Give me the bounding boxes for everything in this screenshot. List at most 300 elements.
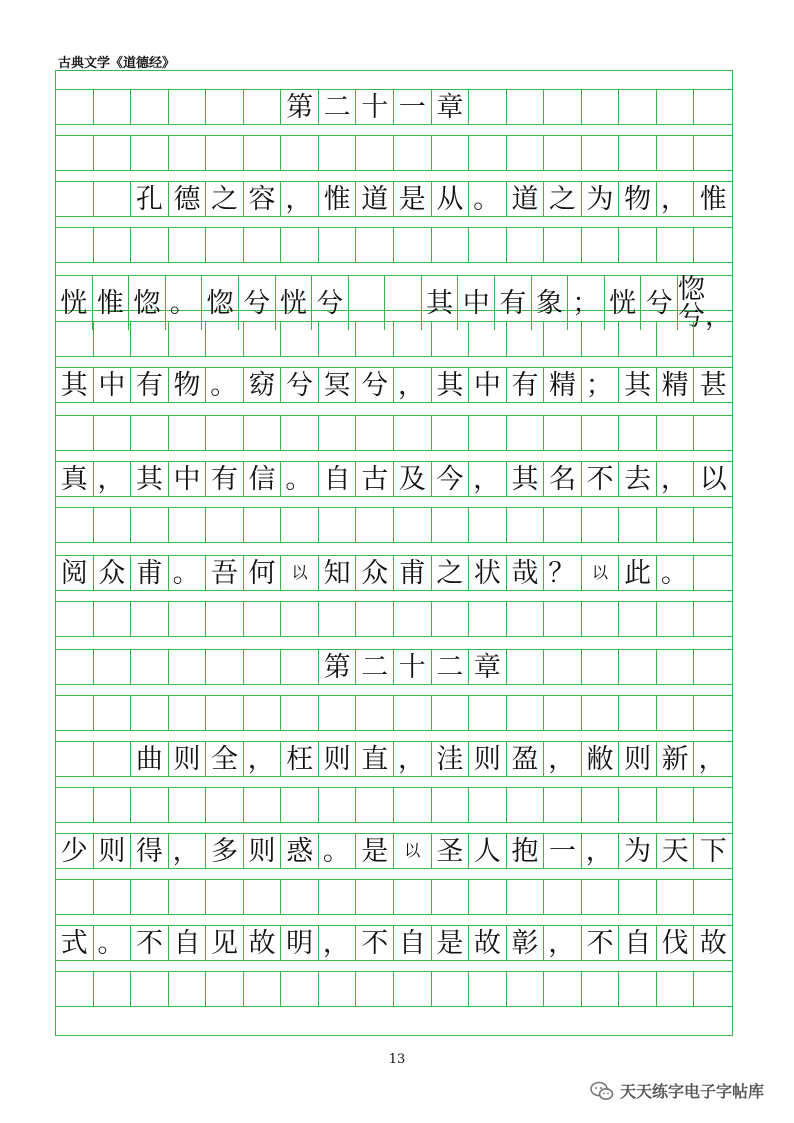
grid-cell: 彰 (507, 926, 545, 960)
grid-cell (281, 228, 319, 262)
grid-cell (356, 416, 394, 450)
grid-cell (281, 602, 319, 636)
grid-cell (56, 742, 94, 776)
grid-cell (131, 508, 169, 542)
grid-cell: 其 (432, 368, 470, 402)
grid-cell (56, 228, 94, 262)
grid-cell (281, 972, 319, 1006)
grid-cell (582, 508, 620, 542)
grid-cell (244, 788, 282, 822)
grid-cell (469, 136, 507, 170)
writing-row (56, 367, 732, 403)
grid-cell (131, 416, 169, 450)
grid-cell: 冥 (319, 368, 357, 402)
grid-cell (507, 788, 545, 822)
grid-cell (619, 322, 657, 356)
grid-cell (544, 696, 582, 730)
grid-cell (244, 972, 282, 1006)
grid-cell (131, 136, 169, 170)
grid-cell (169, 90, 207, 124)
grid-cell (56, 602, 94, 636)
grid-cell (694, 322, 732, 356)
grid-cell (507, 602, 545, 636)
grid-cell (206, 136, 244, 170)
grid-cell (694, 136, 732, 170)
grid-cell: 新 (657, 742, 695, 776)
grid-cell (56, 136, 94, 170)
writing-row (56, 649, 732, 685)
grid-cell (169, 696, 207, 730)
grid-cell (169, 602, 207, 636)
grid-cell: 物 (619, 182, 657, 216)
grid-cell (281, 788, 319, 822)
grid-cell (356, 788, 394, 822)
grid-cell (131, 696, 169, 730)
grid-cell (469, 696, 507, 730)
grid-cell: 物 (169, 368, 207, 402)
grid-cell: 敝 (582, 742, 620, 776)
grid-cell (169, 228, 207, 262)
grid-cell (619, 880, 657, 914)
grid-cell (356, 136, 394, 170)
writing-row (56, 181, 732, 217)
watermark (590, 1079, 764, 1102)
grid-cell (657, 650, 695, 684)
grid-cell: 知 (319, 556, 357, 590)
grid-cell: 直 (356, 742, 394, 776)
grid-cell (206, 788, 244, 822)
grid-cell (544, 322, 582, 356)
grid-cell: ， (394, 368, 432, 402)
grid-cell (94, 228, 132, 262)
grid-cell: 全 (206, 742, 244, 776)
grid-cell: 其 (131, 462, 169, 496)
grid-cell: 真 (56, 462, 94, 496)
grid-cell (244, 416, 282, 450)
grid-cell (694, 696, 732, 730)
grid-cell (507, 508, 545, 542)
grid-cell: 之 (206, 182, 244, 216)
grid-cell: 得 (131, 834, 169, 868)
grid-cell (544, 788, 582, 822)
grid-cell (507, 90, 545, 124)
grid-cell (469, 322, 507, 356)
grid-cell: 其 (56, 368, 94, 402)
grid-cell (582, 696, 620, 730)
grid-cell: 之 (544, 182, 582, 216)
grid-cell: 下 (699, 835, 727, 867)
grid-cell: 。 (319, 834, 357, 868)
grid-cell: ， (394, 742, 432, 776)
writing-row (56, 555, 732, 591)
grid-cell: ， (169, 834, 207, 868)
grid-cell (657, 508, 695, 542)
grid-cell (432, 228, 470, 262)
grid-cell (244, 90, 282, 124)
grid-cell (94, 788, 132, 822)
grid-cell (206, 650, 244, 684)
grid-cell: ； (582, 368, 620, 402)
grid-cell (469, 228, 507, 262)
grid-cell: 信 (244, 462, 282, 496)
blank-row (56, 695, 732, 731)
grid-cell (432, 602, 470, 636)
grid-cell: ， (698, 743, 726, 775)
grid-cell (169, 880, 207, 914)
grid-cell (56, 508, 94, 542)
grid-cell (56, 788, 94, 822)
grid-cell: 自 (169, 926, 207, 960)
grid-cell (94, 742, 132, 776)
grid-cell: 抱 (507, 834, 545, 868)
grid-cell: ， (469, 462, 507, 496)
grid-cell (131, 602, 169, 636)
grid-cell (657, 136, 695, 170)
grid-cell (619, 650, 657, 684)
page-number: 13 (388, 1052, 406, 1067)
blank-row (56, 507, 732, 543)
grid-cell (244, 228, 282, 262)
grid-cell: 故 (244, 926, 282, 960)
grid-cell: 吾 (206, 556, 244, 590)
grid-cell (582, 972, 620, 1006)
grid-cell: 精 (657, 368, 695, 402)
grid-cell (507, 136, 545, 170)
grid-cell (131, 972, 169, 1006)
grid-cell: 圣 (432, 834, 470, 868)
grid-cell (94, 508, 132, 542)
grid-cell (432, 972, 470, 1006)
grid-cell: 洼 (432, 742, 470, 776)
grid-cell: 众 (94, 556, 132, 590)
grid-cell (657, 322, 695, 356)
grid-cell (657, 90, 695, 124)
grid-cell (319, 696, 357, 730)
grid-cell (657, 416, 695, 450)
grid-cell (469, 788, 507, 822)
grid-cell (169, 322, 207, 356)
grid-cell (694, 650, 732, 684)
grid-cell (394, 136, 432, 170)
grid-cell (432, 322, 470, 356)
grid-cell: 兮 (239, 276, 276, 330)
grid-cell (507, 228, 545, 262)
grid-cell (394, 788, 432, 822)
grid-cell: 道 (507, 182, 545, 216)
grid-cell (582, 136, 620, 170)
grid-cell: 故 (469, 926, 507, 960)
grid-cell: 其 (507, 462, 545, 496)
grid-cell: 恍 (276, 276, 313, 330)
grid-cell (507, 972, 545, 1006)
grid-cell (582, 602, 620, 636)
grid-cell (394, 602, 432, 636)
grid-cell (94, 182, 132, 216)
grid-cell (94, 322, 132, 356)
blank-row (56, 227, 732, 263)
writing-row (56, 461, 732, 497)
grid-cell: ， (544, 926, 582, 960)
grid-cell (281, 696, 319, 730)
grid-cell (619, 228, 657, 262)
grid-cell (206, 508, 244, 542)
grid-cell: 象 (532, 276, 569, 330)
grid-cell (356, 602, 394, 636)
grid-cell (94, 650, 132, 684)
grid-cell: 不 (356, 926, 394, 960)
grid-cell (169, 508, 207, 542)
grid-cell (507, 696, 545, 730)
writing-row (56, 925, 732, 961)
grid-cell (356, 322, 394, 356)
grid-cell: ， (657, 182, 695, 216)
grid-cell: 以 (699, 463, 727, 495)
grid-cell (619, 972, 657, 1006)
grid-cell (56, 696, 94, 730)
grid-cell: 是 (394, 182, 432, 216)
grid-cell (544, 416, 582, 450)
grid-cell (281, 880, 319, 914)
grid-cell (94, 90, 132, 124)
grid-cell: 古 (356, 462, 394, 496)
grid-cell (619, 696, 657, 730)
grid-cell (56, 182, 94, 216)
grid-cell (694, 556, 732, 590)
grid-cell (469, 602, 507, 636)
grid-cell (206, 696, 244, 730)
grid-cell (694, 228, 732, 262)
grid-cell (281, 416, 319, 450)
grid-cell (432, 788, 470, 822)
grid-cell (469, 90, 507, 124)
grid-cell (432, 880, 470, 914)
grid-cell (657, 228, 695, 262)
grid-cell (319, 972, 357, 1006)
grid-cell: 二 (356, 650, 394, 684)
grid-cell: 十 (394, 650, 432, 684)
grid-cell (582, 228, 620, 262)
grid-cell (319, 602, 357, 636)
grid-cell (394, 228, 432, 262)
grid-cell (94, 696, 132, 730)
grid-cell: ， (657, 462, 695, 496)
grid-cell (244, 650, 282, 684)
grid-cell: 则 (94, 834, 132, 868)
grid-cell (582, 416, 620, 450)
grid-cell (394, 972, 432, 1006)
grid-cell: 二 (319, 90, 357, 124)
grid-cell (319, 136, 357, 170)
grid-cell: 孔 (131, 182, 169, 216)
grid-cell: 则 (244, 834, 282, 868)
grid-cell: 第 (281, 90, 319, 124)
grid-cell (206, 90, 244, 124)
grid-cell (206, 416, 244, 450)
grid-cell (544, 90, 582, 124)
grid-cell (56, 880, 94, 914)
grid-cell: 及 (394, 462, 432, 496)
grid-cell: 则 (319, 742, 357, 776)
grid-cell: 以 (582, 556, 620, 590)
writing-row (56, 741, 732, 777)
grid-cell (281, 136, 319, 170)
grid-cell (619, 90, 657, 124)
grid-cell (206, 228, 244, 262)
grid-cell: 兮 (281, 368, 319, 402)
grid-cell (356, 228, 394, 262)
grid-cell (131, 228, 169, 262)
grid-cell (244, 322, 282, 356)
grid-cell (206, 322, 244, 356)
grid-cell: 为 (619, 834, 657, 868)
grid-cell (544, 228, 582, 262)
grid-cell: ， (544, 742, 582, 776)
grid-cell: 惑 (281, 834, 319, 868)
grid-cell: 惟 (93, 276, 130, 330)
grid-cell (657, 880, 695, 914)
grid-cell: 甫 (394, 556, 432, 590)
grid-cell (319, 880, 357, 914)
grid-cell: 状 (469, 556, 507, 590)
grid-cell: 惟 (699, 183, 727, 215)
grid-cell: 中 (469, 368, 507, 402)
grid-cell: 二 (432, 650, 470, 684)
copybook-grid (55, 70, 733, 1036)
grid-cell: 不 (582, 926, 620, 960)
grid-cell: 。 (657, 556, 695, 590)
grid-cell: 曲 (131, 742, 169, 776)
grid-cell (94, 136, 132, 170)
grid-cell: 兮 (312, 276, 349, 330)
grid-cell: 自 (319, 462, 357, 496)
grid-cell: 精 (544, 368, 582, 402)
writing-row (56, 89, 732, 125)
grid-cell (131, 880, 169, 914)
grid-cell: 盈 (507, 742, 545, 776)
grid-cell: 此 (619, 556, 657, 590)
grid-cell (206, 602, 244, 636)
grid-cell (131, 90, 169, 124)
grid-cell (694, 508, 732, 542)
grid-cell (56, 972, 94, 1006)
grid-cell (544, 136, 582, 170)
grid-cell (394, 416, 432, 450)
grid-cell (469, 972, 507, 1006)
grid-cell (356, 696, 394, 730)
grid-cell: 惚 (129, 276, 166, 330)
grid-cell: 中 (94, 368, 132, 402)
grid-cell: 恍 (56, 276, 93, 330)
grid-cell (694, 416, 732, 450)
grid-cell: 其 (619, 368, 657, 402)
grid-cell: 惟 (319, 182, 357, 216)
grid-cell: ？ (544, 556, 582, 590)
grid-cell (131, 650, 169, 684)
grid-cell: ， (319, 926, 357, 960)
grid-cell: ； (568, 276, 605, 330)
grid-cell: 众 (356, 556, 394, 590)
grid-cell (131, 788, 169, 822)
grid-cell (94, 972, 132, 1006)
grid-cell (319, 322, 357, 356)
grid-cell (244, 696, 282, 730)
grid-cell (619, 508, 657, 542)
grid-cell (619, 602, 657, 636)
grid-cell: 不 (582, 462, 620, 496)
grid-cell: 兮 (641, 276, 678, 330)
grid-cell (432, 416, 470, 450)
grid-cell (56, 90, 94, 124)
grid-cell: 容 (244, 182, 282, 216)
grid-cell (356, 880, 394, 914)
grid-cell: 章 (432, 90, 470, 124)
blank-row (56, 415, 732, 451)
grid-cell (432, 696, 470, 730)
grid-cell (432, 136, 470, 170)
blank-row (56, 971, 732, 1007)
grid-cell (244, 508, 282, 542)
grid-cell: 自 (619, 926, 657, 960)
grid-cell: 不 (131, 926, 169, 960)
grid-cell: 。 (166, 276, 203, 330)
grid-cell: 有 (495, 276, 532, 330)
grid-cell: 中 (458, 276, 495, 330)
grid-cell: 从 (432, 182, 470, 216)
grid-cell (657, 602, 695, 636)
grid-cell (469, 508, 507, 542)
grid-cell: 甚 (699, 369, 727, 401)
grid-cell: 有 (507, 368, 545, 402)
grid-cell (281, 508, 319, 542)
grid-cell (244, 602, 282, 636)
grid-cell: 以 (394, 834, 432, 868)
grid-cell: 。 (469, 182, 507, 216)
grid-cell: 一 (544, 834, 582, 868)
grid-cell (94, 602, 132, 636)
grid-cell (319, 416, 357, 450)
grid-cell: 章 (469, 650, 507, 684)
grid-cell (619, 416, 657, 450)
grid-cell: 故 (699, 927, 727, 959)
grid-cell (94, 880, 132, 914)
grid-cell (394, 880, 432, 914)
grid-cell: 自 (394, 926, 432, 960)
grid-cell: 甫 (131, 556, 169, 590)
grid-cell (356, 972, 394, 1006)
grid-cell (582, 788, 620, 822)
grid-cell (394, 696, 432, 730)
grid-cell (544, 972, 582, 1006)
grid-cell (694, 90, 732, 124)
grid-cell (244, 880, 282, 914)
grid-cell: 伐 (657, 926, 695, 960)
grid-cell: 有 (206, 462, 244, 496)
grid-cell: 式 (56, 926, 94, 960)
grid-cell (56, 650, 94, 684)
grid-cell (394, 322, 432, 356)
grid-cell (206, 972, 244, 1006)
grid-cell: 多 (206, 834, 244, 868)
blank-row (56, 135, 732, 171)
grid-cell: 其 (422, 276, 459, 330)
grid-cell: 哉 (507, 556, 545, 590)
grid-cell (619, 136, 657, 170)
grid-cell (694, 788, 732, 822)
grid-cell (507, 880, 545, 914)
grid-cell: 惚兮， (677, 274, 732, 332)
blank-row (56, 601, 732, 637)
grid-cell: 第 (319, 650, 357, 684)
